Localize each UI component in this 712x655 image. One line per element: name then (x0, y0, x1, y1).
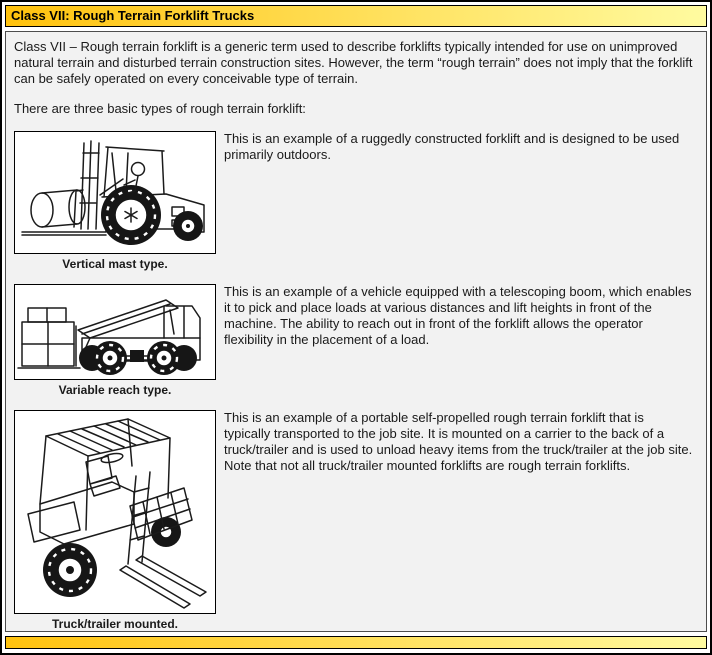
intro-paragraph: Class VII – Rough terrain forklift is a generic term used to describe forklifts typically intended for use on unimproved natural terrain and disturbed terrain construction sites. However, the term “rough terrain” does not imply that the forklift can be safely operated on every conceivable type of terrain. (14, 39, 693, 86)
page-title-bar (5, 5, 707, 27)
content-area (5, 31, 707, 632)
truck-trailer-mounted-forklift-illustration (16, 412, 214, 612)
page-title: Class VII: Rough Terrain Forklift Trucks (11, 8, 255, 23)
forklift-type-row-variable-reach (14, 284, 697, 398)
type-description-variable-reach: This is an example of a vehicle equipped with a telescoping boom, which enables it to pick and place loads at various distances and lift heights in front of the machine. The ability to reach out in front of the forklift allows the operator flexibility in the placement of a load. (224, 284, 692, 347)
footer-bar (5, 636, 707, 649)
truck-trailer-mounted-forklift-image (14, 410, 216, 614)
figure-caption-truck-trailer: Truck/trailer mounted. (51, 617, 179, 631)
figure-vertical-mast (14, 131, 216, 272)
forklift-type-row-vertical-mast (14, 131, 697, 272)
type-description-vertical-mast: This is an example of a ruggedly constructed forklift and is designed to be used primarily outdoors. (224, 131, 680, 162)
forklift-type-row-truck-trailer (14, 410, 697, 632)
figure-caption-vertical-mast: Vertical mast type. (62, 257, 168, 271)
variable-reach-forklift-illustration (16, 286, 214, 378)
figure-truck-trailer (14, 410, 216, 632)
vertical-mast-forklift-image (14, 131, 216, 254)
figure-variable-reach (14, 284, 216, 398)
variable-reach-forklift-image (14, 284, 216, 380)
vertical-mast-forklift-illustration (16, 133, 214, 252)
figure-caption-variable-reach: Variable reach type. (58, 383, 172, 397)
type-description-truck-trailer: This is an example of a portable self-propelled rough terrain forklift that is typically transported to the job site. It is mounted on a carrier to the back of a truck/trailer and is used to unload heavy items from the truck/trailer at the job site. Note that not all truck/trailer mounted forklifts are rough terrain forklifts. (224, 410, 693, 473)
types-intro-line: There are three basic types of rough terrain forklift: (14, 101, 306, 116)
